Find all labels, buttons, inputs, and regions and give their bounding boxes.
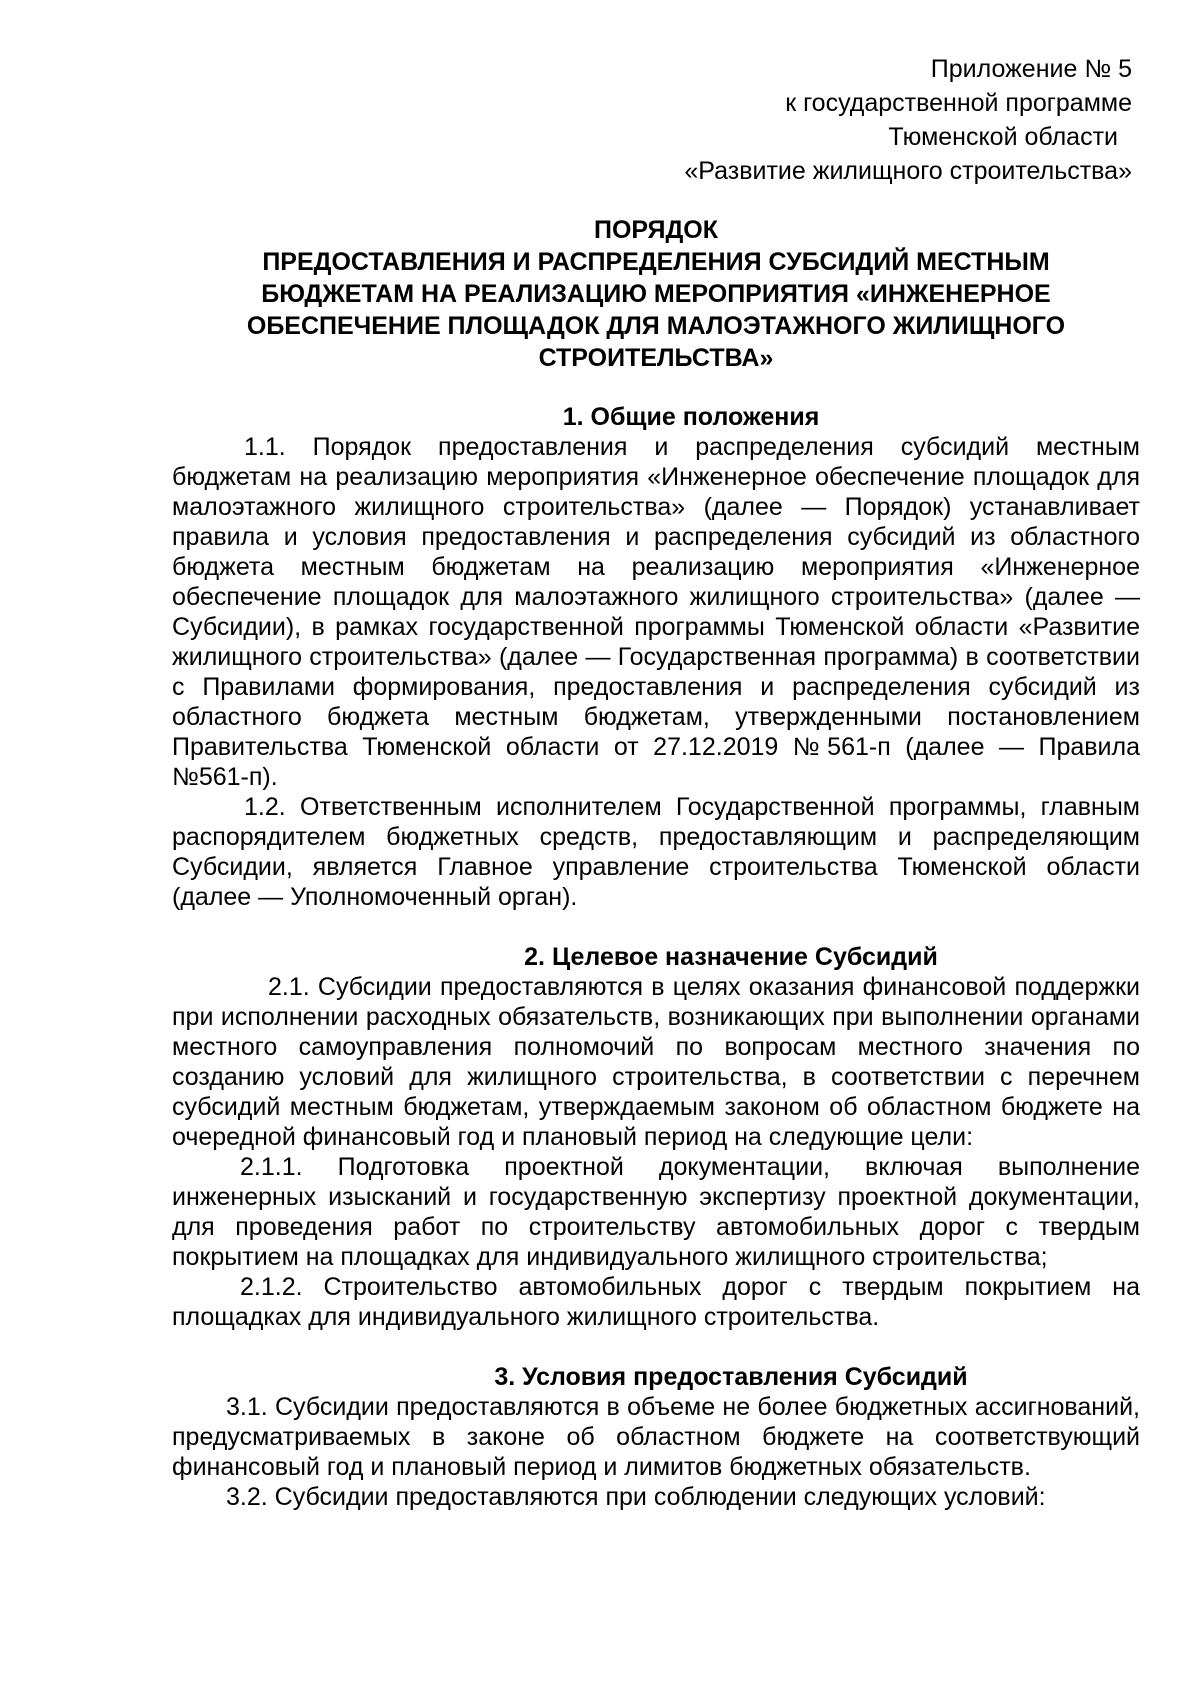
paragraph-2-1: 2.1. Субсидии предоставляются в целях оказания финансовой поддержки при исполнении расходных обязательств, возникающих при выполнении органами местного самоуправления полномочий по вопросам местного значения по созданию условий для жилищного строительства, в соответствии с перечнем субсидий местным бюджетам, утверждаемым законом об областном бюджете на очередной финансовый год и плановый период на следующие цели: xyxy=(172,973,1140,1151)
document-page xyxy=(172,52,1140,1512)
annex-region: Тюменской области xyxy=(888,123,1118,151)
title-line-3: БЮДЖЕТАМ НА РЕАЛИЗАЦИЮ МЕРОПРИЯТИЯ «ИНЖЕНЕРНОЕ xyxy=(261,280,1051,308)
annex-program-ref: к государственной программе xyxy=(785,89,1132,117)
annex-header xyxy=(172,52,1140,188)
title-line-1: ПОРЯДОК xyxy=(594,216,718,244)
paragraph-2-1-2: 2.1.2. Строительство автомобильных дорог с твердым покрытием на площадках для индивидуального жилищного строительства. xyxy=(172,1273,1140,1331)
section-3-heading: 3. Условия предоставления Субсидий xyxy=(494,1363,968,1391)
paragraph-3-2: 3.2. Субсидии предоставляются при соблюдении следующих условий: xyxy=(226,1483,1046,1511)
section-1-heading: 1. Общие положения xyxy=(562,403,820,431)
annex-number: Приложение № 5 xyxy=(930,55,1132,83)
title-line-2: ПРЕДОСТАВЛЕНИЯ И РАСПРЕДЕЛЕНИЯ СУБСИДИЙ МЕСТНЫМ xyxy=(262,248,1050,276)
section-2-heading: 2. Целевое назначение Субсидий xyxy=(524,943,938,971)
document-title xyxy=(172,214,1140,374)
annex-program-name: «Развитие жилищного строительства» xyxy=(684,157,1132,185)
paragraph-1-1: 1.1. Порядок предоставления и распределения субсидий местным бюджетам на реализацию мероприятия «Инженерное обеспечение площадок для малоэтажного жилищного строительства» (далее — Порядок) устанавливает правила и условия предоставления и распределения субсидий из областного бюджета местным бюджетам на реализацию мероприятия «Инженерное обеспечение площадок для малоэтажного жилищного строительства» (далее — Субсидии), в рамках государственной программы Тюменской области «Развитие жилищного строительства» (далее — Государственная программа) в соответствии с Правилами формирования, предоставления и распределения субсидий из областного бюджета местным бюджетам, утвержденными постановлением Правительства Тюменской области от 27.12.2019 №561-п (далее — Правила №561-п). xyxy=(172,433,1140,791)
title-line-4: ОБЕСПЕЧЕНИЕ ПЛОЩАДОК ДЛЯ МАЛОЭТАЖНОГО ЖИЛИЩНОГО xyxy=(246,312,1066,340)
paragraph-1-2: 1.2. Ответственным исполнителем Государственной программы, главным распорядителем бюджетных средств, предоставляющим и распределяющим Субсидии, является Главное управление строительства Тюменской области (далее — Уполномоченный орган). xyxy=(172,793,1140,911)
paragraph-2-1-1: 2.1.1. Подготовка проектной документации, включая выполнение инженерных изысканий и государственную экспертизу проектной документации, для проведения работ по строительству автомобильных дорог с твердым покрытием на площадках для индивидуального жилищного строительства; xyxy=(172,1153,1140,1271)
title-line-5: СТРОИТЕЛЬСТВА» xyxy=(538,344,774,372)
paragraph-3-1: 3.1. Субсидии предоставляются в объеме не более бюджетных ассигнований, предусматриваемых в законе об областном бюджете на соответствующий финансовый год и плановый период и лимитов бюджетных обязательств. xyxy=(172,1393,1140,1481)
